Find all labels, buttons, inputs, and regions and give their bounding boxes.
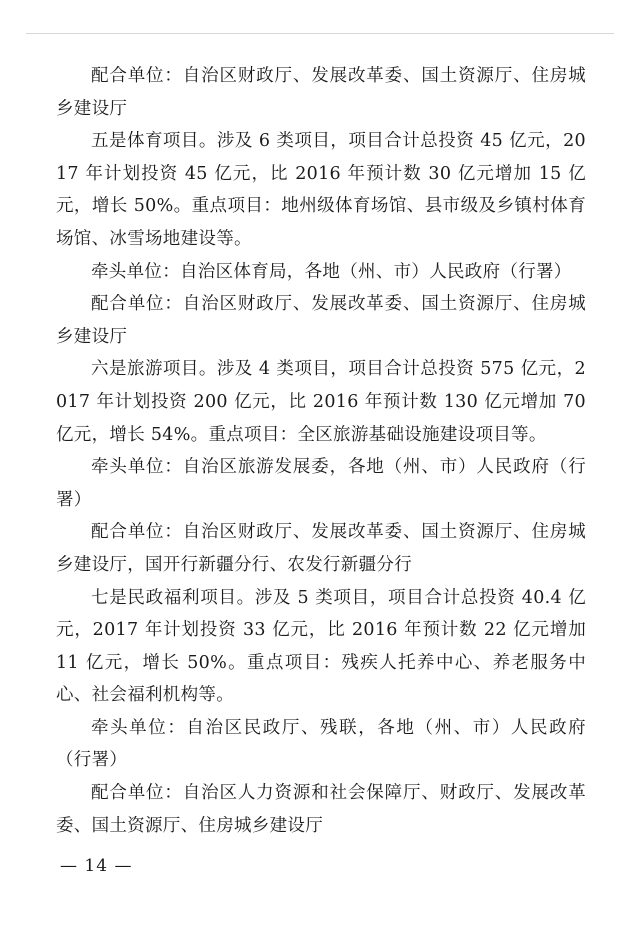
paragraph-civil-welfare-cooperating-units: 配合单位：自治区人力资源和社会保障厅、财政厅、发展改革委、国土资源厅、住房城乡建设厅	[56, 783, 586, 836]
paragraph-sports-cooperating-units: 配合单位：自治区财政厅、发展改革委、国土资源厅、住房城乡建设厅	[56, 294, 586, 347]
paragraph-sports-projects: 五是体育项目。涉及 6 类项目，项目合计总投资 45 亿元，2017 年计划投资 45 亿元，比 2016 年预计数 30 亿元增加 15 亿元，增长 50%。重点项目：地州级体育场馆、县市级及乡镇村体育场馆、冰雪场地建设等。	[56, 131, 586, 249]
page-number: — 14 —	[60, 856, 133, 876]
paragraph-civil-welfare-lead-units: 牵头单位：自治区民政厅、残联，各地（州、市）人民政府（行署）	[56, 717, 586, 771]
paragraph-tourism-projects: 六是旅游项目。涉及 4 类项目，项目合计总投资 575 亿元，2017 年计划投资 200 亿元，比 2016 年预计数 130 亿元增加 70 亿元，增长 54%。重点项目：全区旅游基础设施建设项目等。	[56, 359, 586, 445]
paragraph-tourism-cooperating-units: 配合单位：自治区财政厅、发展改革委、国土资源厅、住房城乡建设厅，国开行新疆分行、农发行新疆分行	[56, 522, 586, 575]
paragraph-sports-lead-units: 牵头单位：自治区体育局，各地（州、市）人民政府（行署）	[91, 261, 572, 282]
paragraph-civil-welfare-projects: 七是民政福利项目。涉及 5 类项目，项目合计总投资 40.4 亿元，2017 年计划投资 33 亿元，比 2016 年预计数 22 亿元增加 11 亿元，增长 50%。重点项目：残疾人托养中心、养老服务中心、社会福利机构等。	[56, 587, 586, 706]
header-rule	[26, 33, 614, 34]
paragraph-cooperating-units-housing: 配合单位：自治区财政厅、发展改革委、国土资源厅、住房城乡建设厅	[56, 66, 586, 119]
paragraph-tourism-lead-units: 牵头单位：自治区旅游发展委，各地（州、市）人民政府（行署）	[56, 457, 586, 510]
document-body	[56, 60, 586, 842]
